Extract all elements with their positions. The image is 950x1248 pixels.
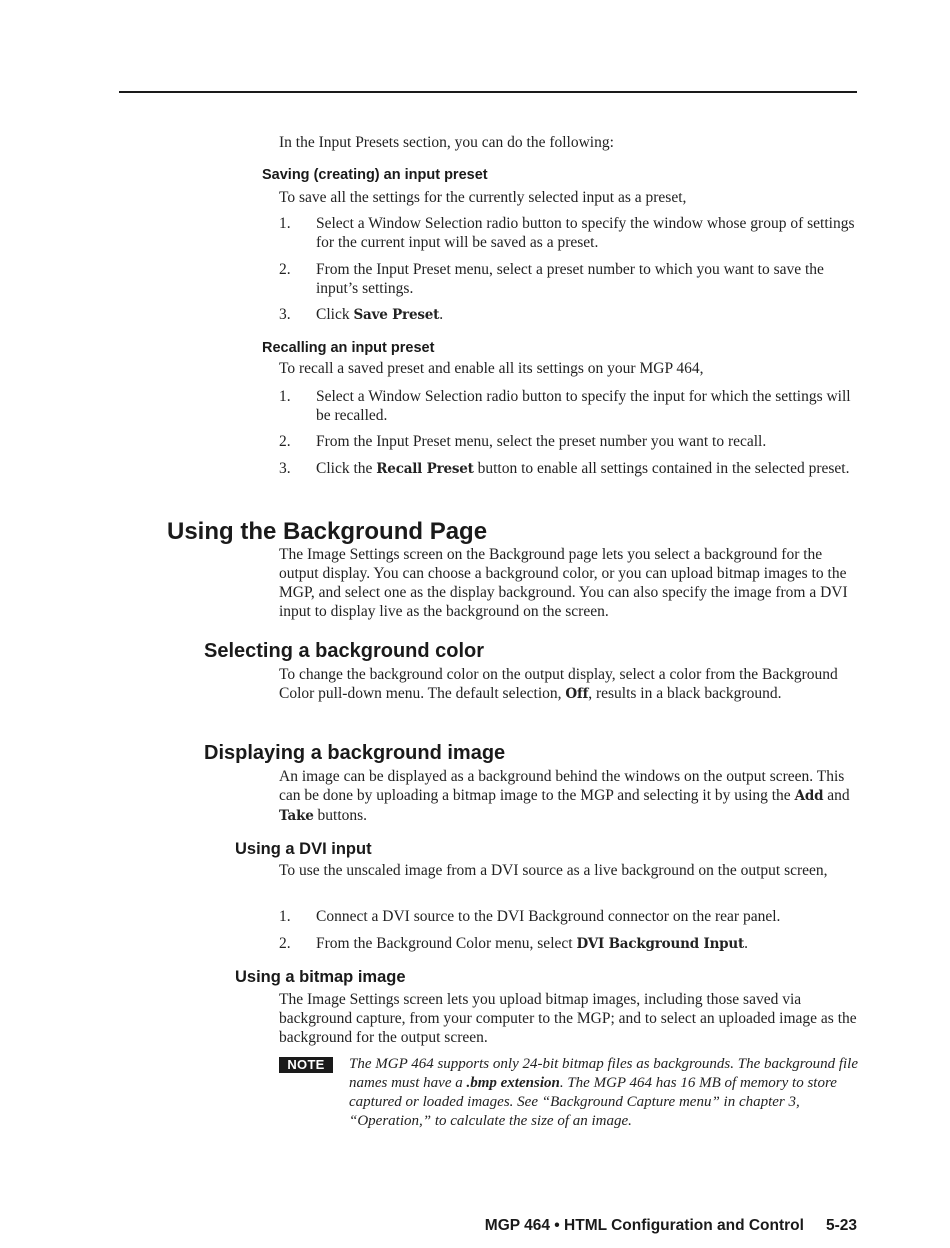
page-footer — [485, 1217, 857, 1235]
step-text: From the Input Preset menu, select the preset number you want to recall. — [316, 433, 767, 450]
bg-image-body: An image can be displayed as a background behind the windows on the output screen. This can be done by uploading a bitmap image to the MGP and selecting it by using the Add and Take buttons. — [279, 768, 850, 824]
step-number: 2. — [279, 433, 291, 450]
step-number: 1. — [279, 388, 291, 405]
dvi-input-heading: Using a DVI input — [235, 840, 372, 858]
background-page-heading: Using the Background Page — [167, 518, 488, 545]
step-text: Select a Window Selection radio button to specify the window whose group of settings for the current input will be saved as a preset. — [316, 215, 855, 251]
step-text: Select a Window Selection radio button to specify the input for which the settings will be recalled. — [316, 388, 851, 424]
dvi-background-input-label: DVI Background Input — [576, 936, 745, 952]
step-text: Click Save Preset. — [316, 306, 444, 323]
recalling-preset-heading: Recalling an input preset — [262, 340, 435, 356]
save-preset-label: Save Preset — [353, 307, 440, 323]
step-number: 3. — [279, 460, 291, 477]
saving-preset-heading: Saving (creating) an input preset — [262, 167, 488, 183]
off-label: Off — [565, 686, 589, 702]
step-number: 3. — [279, 306, 291, 323]
bg-image-heading: Displaying a background image — [204, 742, 506, 764]
footer-title: MGP 464 • HTML Configuration and Control — [484, 1217, 804, 1234]
add-label: Add — [794, 788, 824, 804]
background-page-body: The Image Settings screen on the Background page lets you select a background for the output display. You can choose a background color, or you can upload bitmap images to the MGP, and select one as the display background. You can also specify the image from a DVI input to display live as the background on the screen. — [279, 546, 848, 620]
step-number: 2. — [279, 261, 291, 278]
bitmap-body: The Image Settings screen lets you upload bitmap images, including those saved via background capture, from your computer to the MGP; and to select an uploaded image as the background for the output screen. — [279, 991, 857, 1046]
step-number: 2. — [279, 935, 291, 952]
bg-color-heading: Selecting a background color — [204, 640, 485, 662]
saving-preset-lead: To save all the settings for the currently selected input as a preset, — [279, 189, 687, 206]
note-badge: NOTE — [279, 1057, 333, 1073]
step-number: 1. — [279, 908, 291, 925]
bmp-extension-label: .bmp extension — [466, 1075, 560, 1091]
step-text: From the Input Preset menu, select a preset number to which you want to save the input’s settings. — [316, 261, 824, 297]
bg-color-body: To change the background color on the output display, select a color from the Background Color pull-down menu. The default selection, Off, results in a black background. — [279, 666, 838, 702]
recalling-preset-lead: To recall a saved preset and enable all its settings on your MGP 464, — [279, 360, 704, 377]
intro-paragraph: In the Input Presets section, you can do the following: — [279, 134, 614, 151]
recall-preset-label: Recall Preset — [376, 461, 474, 477]
header-rule — [119, 91, 857, 93]
bitmap-heading: Using a bitmap image — [235, 968, 406, 986]
dvi-input-lead: To use the unscaled image from a DVI source as a live background on the output screen, — [279, 862, 828, 879]
note-text: The MGP 464 supports only 24-bit bitmap files as backgrounds. The background file names must have a .bmp extension. The MGP 464 has 16 MB of memory to store captured or loaded images. See “Background Capture menu” in chapter 3, “Operation,” to calculate the size of an image. — [349, 1056, 858, 1129]
take-label: Take — [279, 808, 314, 824]
step-number: 1. — [279, 215, 291, 232]
step-text: Click the Recall Preset button to enable all settings contained in the selected preset. — [316, 460, 850, 477]
step-text: From the Background Color menu, select DVI Background Input. — [316, 935, 748, 952]
page-number: 5-23 — [825, 1217, 857, 1234]
step-text: Connect a DVI source to the DVI Background connector on the rear panel. — [316, 908, 781, 925]
